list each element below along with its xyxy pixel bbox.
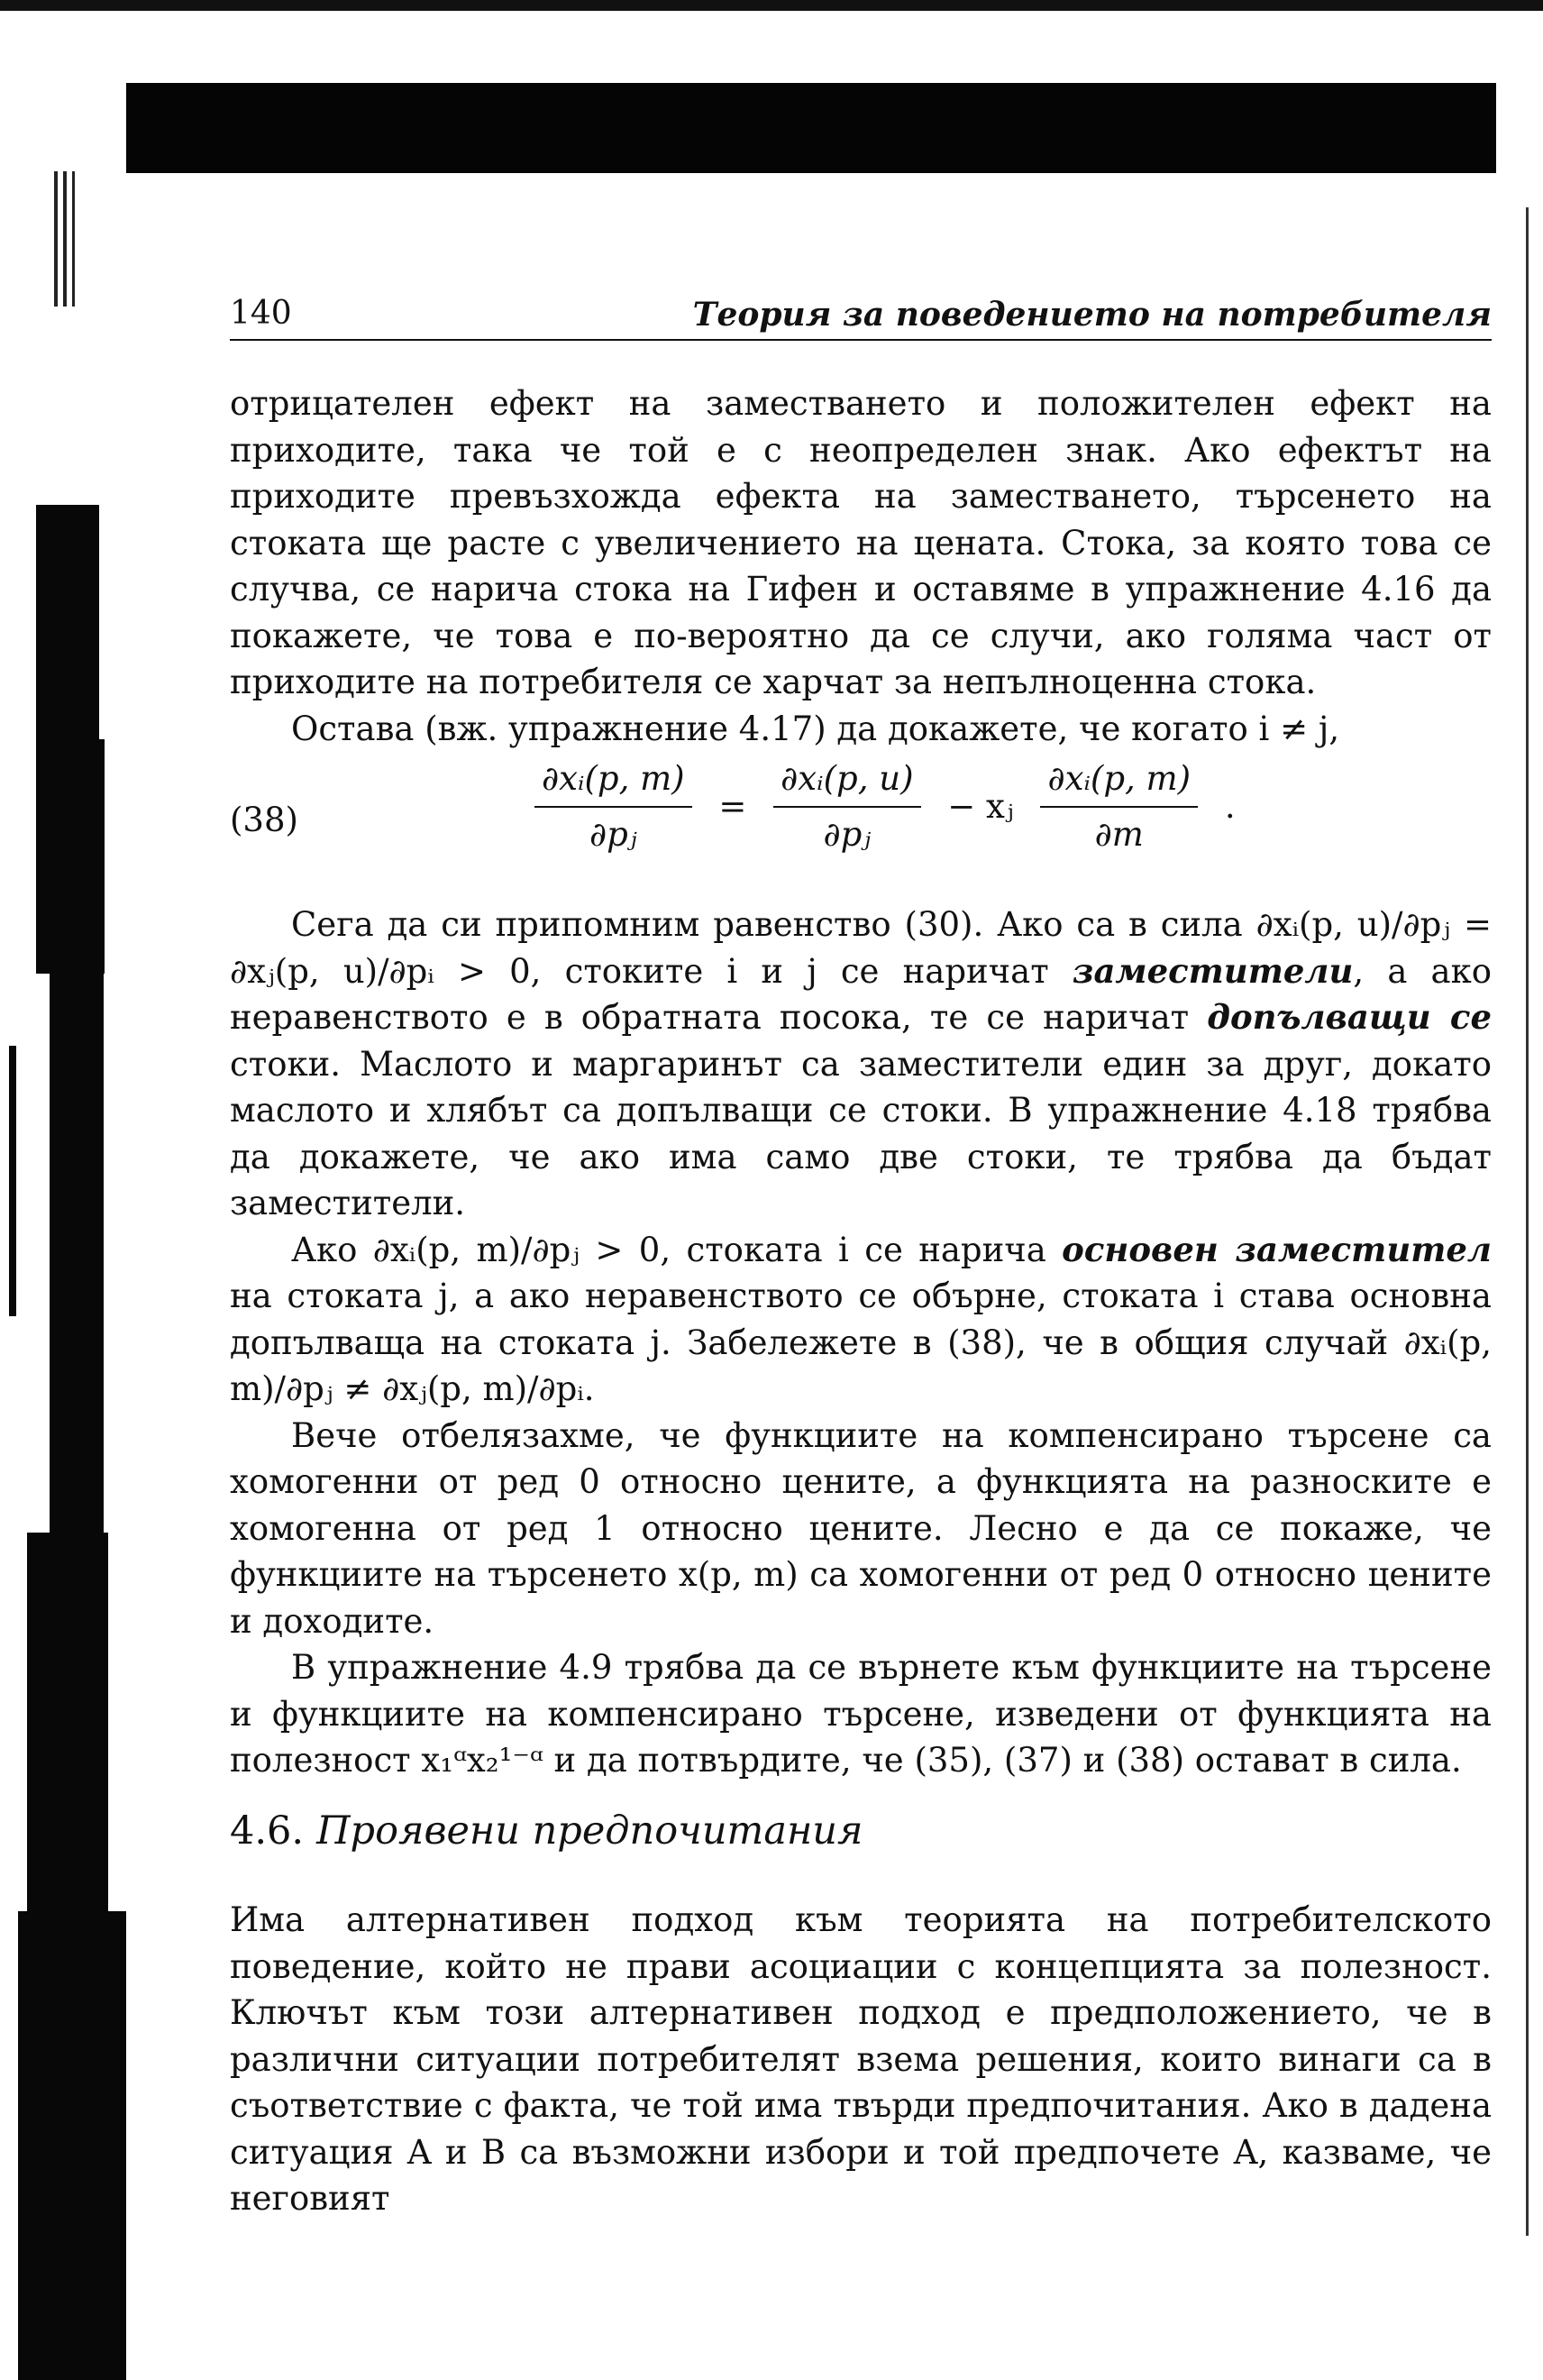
equation-body [527,755,1245,857]
text-run: , а ако неравенството е в обратната посока, те се наричат [230,951,1492,1037]
minus-term: − xⱼ [947,786,1014,826]
scan-top-rule [0,0,1543,11]
running-title: Теория за поведението на потребителя [692,296,1492,334]
term-complements: допълващи се [1207,997,1492,1037]
equation-period: . [1224,786,1236,826]
fraction-denominator: ∂pⱼ [589,814,637,854]
fraction-lhs [534,755,692,857]
paragraph-5: Вече отбелязахме, че функциите на компенсирано търсене са хомогенни от ред 0 относно цените, а функцията на разноските е хомогенна от ред 1 относно цените. Лесно е да се покаже, че функциите на търсенето x(p, m) са хомогенни от ред 0 относно цените и доходите. [230,1415,1492,1641]
text-run: Ако ∂xᵢ(p, m)/∂pⱼ > 0, стоката i се нарича [291,1230,1063,1269]
scan-left-marks [54,171,90,307]
scan-left-shadow [0,469,135,2227]
fraction-numerator: ∂xᵢ(p, m) [1040,755,1198,808]
section-number: 4.6. [230,1808,305,1854]
paragraph-6: В упражнение 4.9 трябва да се върнете към функциите на търсене и функциите на компенсирано търсене, изведени от функцията на полезност x₁ᵅx₂¹⁻ᵅ и да потвърдите, че (35), (37) и (38) остават в сила. [230,1648,1492,1780]
scan-right-edge [1526,207,1529,2236]
equation-38 [230,755,1492,889]
equals-sign: = [718,786,747,826]
term-substitutes: заместители [1072,950,1354,991]
fraction-numerator: ∂xᵢ(p, u) [773,755,920,808]
section-heading [230,1808,863,1854]
equation-number: (38) [230,801,298,839]
text-run: на стоката j, а ако неравенството се обърне, стоката i става основна допълваща на стоката j. Забележете в (38), че в общия случай ∂xᵢ(p, m)/∂pⱼ ≠ ∂xⱼ(p, m)/∂pᵢ. [230,1277,1492,1408]
scan-black-band [126,83,1496,173]
text-run: стоки. Маслото и маргаринът са заместители един за друг, докато маслото и хлябът са допълващи се стоки. В упражнение 4.18 трябва да докажете, че ако има само две стоки, те трябва да бъдат заместители. [230,1044,1492,1222]
fraction-denominator: ∂pⱼ [823,814,872,854]
fraction-rhs [1040,755,1198,857]
paragraph-4 [230,1227,1492,1413]
section-title: Проявени предпочитания [316,1808,863,1854]
text-run: Сега да си припомним равенство (30). Ако са в сила ∂xᵢ(p, u)/∂pⱼ = ∂xⱼ(p, u)/∂pᵢ > 0, стоките i и j се наричат [230,905,1492,991]
paragraph-3 [230,902,1492,1227]
paragraph-2: Остава (вж. упражнение 4.17) да докажете, че когато i ≠ j, [291,709,1340,748]
running-header [230,281,1492,341]
main-text [230,380,1492,1784]
section-text [230,1897,1492,2222]
paragraph-1: отрицателен ефект на заместването и положителен ефект на приходите, така че той е с неопределен знак. Ако ефектът на приходите превъзхожда ефекта на заместването, търсенето на стоката ще расте с увеличението на цената. Стока, за която това се случва, се нарича стока на Гифен и оставяме в упражнение 4.16 да покажете, че това е по-вероятно да се случи, ако голяма част от приходите на потребителя се харчат за непълноценна стока. [230,384,1492,701]
fraction-middle [773,755,920,857]
fraction-numerator: ∂xᵢ(p, m) [534,755,692,808]
fraction-denominator: ∂m [1094,814,1144,854]
section-paragraph-1: Има алтернативен подход към теорията на потребителското поведение, който не прави асоциации с концепцията за полезност. Ключът към този алтернативен подход е предположението, че в различни ситуации потребителят взема решения, които винаги са в съответствие с факта, че той има твърди предпочитания. Ако в дадена ситуация A и B са възможни избори и той предпочете A, казваме, че неговият [230,1900,1492,2218]
term-gross-substitute: основен заместител [1062,1229,1492,1269]
page-number: 140 [230,295,292,332]
